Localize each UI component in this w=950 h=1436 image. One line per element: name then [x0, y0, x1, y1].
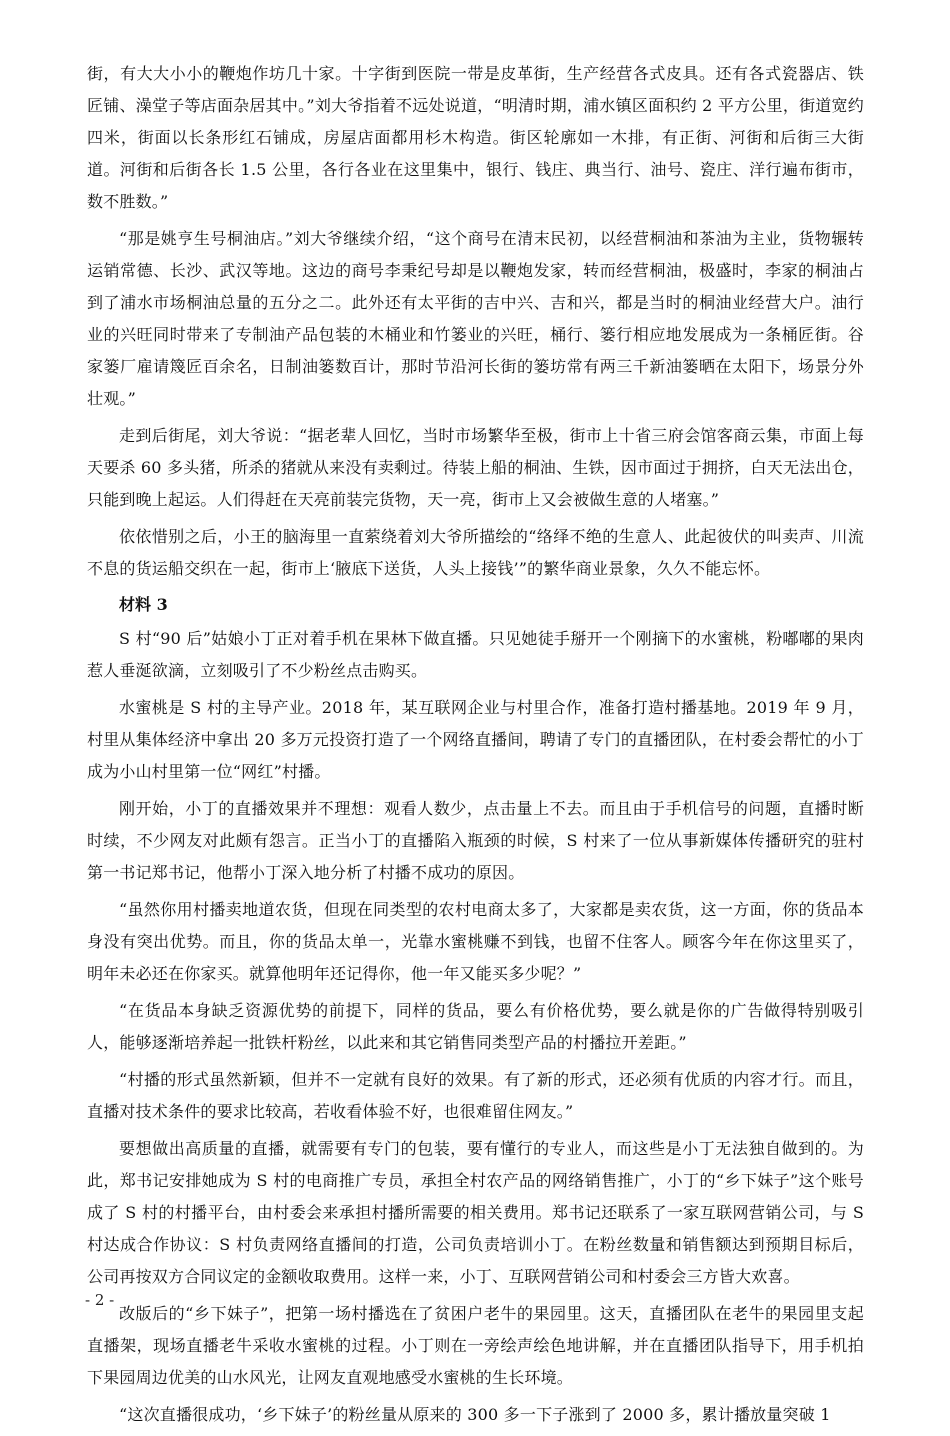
paragraph-2: “那是姚亨生号桐油店。”刘大爷继续介绍，“这个商号在清末民初，以经营桐油和茶油为主业，货物辗转运销常德、长沙、武汉等地。这边的商号李秉纪号却是以鞭炮发家，转而经营桐油，极盛时，李家的桐油占到了浦水市场桐油总量的五分之二。此外还有太平街的吉中兴、吉和兴，都是当时的桐油业经营大户。油行业的兴旺同时带来了专制油产品包装的木桶业和竹篓业的兴旺，桶行、篓行相应地发展成为一条桶匠街。谷家篓厂雇请篾匠百余名，日制油篓数百计，那时节沿河长街的篓坊常有两三千新油篓晒在太阳下，场景分外壮观。”	[87, 229, 864, 408]
paragraph-7: 刚开始，小丁的直播效果并不理想：观看人数少，点击量上不去。而且由于手机信号的问题，直播时断时续，不少网友对此颇有怨言。正当小丁的直播陷入瓶颈的时候，S 村来了一位从事新媒体传播研究的驻村第一书记郑书记，他帮小丁深入地分析了村播不成功的原因。	[87, 799, 864, 882]
document-body	[87, 58, 864, 1436]
page-number: - 2 -	[85, 1291, 115, 1309]
paragraph-10: “村播的形式虽然新颖，但并不一定就有良好的效果。有了新的形式，还必须有优质的内容才行。而且，直播对技术条件的要求比较高，若收看体验不好，也很难留住网友。”	[87, 1070, 864, 1121]
paragraph-8: “虽然你用村播卖地道农货，但现在同类型的农村电商太多了，大家都是卖农货，这一方面，你的货品本身没有突出优势。而且，你的货品太单一，光靠水蜜桃赚不到钱，也留不住客人。顾客今年在你这里买了，明年未必还在你家买。就算他明年还记得你，他一年又能买多少呢？”	[87, 900, 864, 983]
paragraph-12: 改版后的“乡下妹子”，把第一场村播选在了贫困户老牛的果园里。这天，直播团队在老牛的果园里支起直播架，现场直播老牛采收水蜜桃的过程。小丁则在一旁绘声绘色地讲解，并在直播团队指导下，用手机拍下果园周边优美的山水风光，让网友直观地感受水蜜桃的生长环境。	[87, 1304, 864, 1387]
paragraph-3: 走到后街尾，刘大爷说：“据老辈人回忆，当时市场繁华至极，街市上十省三府会馆客商云集，市面上每天要杀 60 多头猪，所杀的猪就从来没有卖剩过。待装上船的桐油、生铁，因市面过于拥挤，白天无法出仓，只能到晚上起运。人们得赶在天亮前装完货物，天一亮，街市上又会被做生意的人堵塞。”	[87, 426, 864, 509]
paragraph-13: “这次直播很成功，‘乡下妹子’的粉丝量从原来的 300 多一下子涨到了 2000 多，累计播放量突破 1	[119, 1405, 831, 1424]
paragraph-6: 水蜜桃是 S 村的主导产业。2018 年，某互联网企业与村里合作，准备打造村播基地。2019 年 9 月，村里从集体经济中拿出 20 多万元投资打造了一个网络直播间，聘请了专门的直播团队，在村委会帮忙的小丁成为小山村里第一位“网红”村播。	[87, 698, 864, 781]
paragraph-5: S 村“90 后”姑娘小丁正对着手机在果林下做直播。只见她徒手掰开一个刚摘下的水蜜桃，粉嘟嘟的果肉惹人垂涎欲滴，立刻吸引了不少粉丝点击购买。	[87, 629, 864, 680]
paragraph-9: “在货品本身缺乏资源优势的前提下，同样的货品，要么有价格优势，要么就是你的广告做得特别吸引人，能够逐渐培养起一批铁杆粉丝，以此来和其它销售同类型产品的村播拉开差距。”	[87, 1001, 864, 1052]
paragraph-1: 街，有大大小小的鞭炮作坊几十家。十字街到医院一带是皮革街，生产经营各式皮具。还有各式瓷器店、铁匠铺、澡堂子等店面杂居其中。”刘大爷指着不远处说道，“明清时期，浦水镇区面积约 2 平方公里，街道宽约四米，街面以长条形红石铺成，房屋店面都用杉木构造。街区轮廓如一木排，有正街、河街和后街三大街道。河街和后街各长 1.5 公里，各行各业在这里集中，银行、钱庄、典当行、油号、瓷庄、洋行遍布街市，数不胜数。”	[87, 64, 864, 211]
section-heading-material-3: 材料 3	[119, 595, 168, 614]
paragraph-4: 依依惜别之后，小王的脑海里一直萦绕着刘大爷所描绘的“络绎不绝的生意人、此起彼伏的叫卖声、川流不息的货运船交织在一起，街市上‘腋底下送货，人头上接钱’”的繁华商业景象，久久不能忘怀。	[87, 527, 864, 578]
paragraph-11: 要想做出高质量的直播，就需要有专门的包装，要有懂行的专业人，而这些是小丁无法独自做到的。为此，郑书记安排她成为 S 村的电商推广专员，承担全村农产品的网络销售推广，小丁的“乡下妹子”这个账号成了 S 村的村播平台，由村委会来承担村播所需要的相关费用。郑书记还联系了一家互联网营销公司，与 S 村达成合作协议：S 村负责网络直播间的打造，公司负责培训小丁。在粉丝数量和销售额达到预期目标后，公司再按双方合同议定的金额收取费用。这样一来，小丁、互联网营销公司和村委会三方皆大欢喜。	[87, 1139, 864, 1286]
